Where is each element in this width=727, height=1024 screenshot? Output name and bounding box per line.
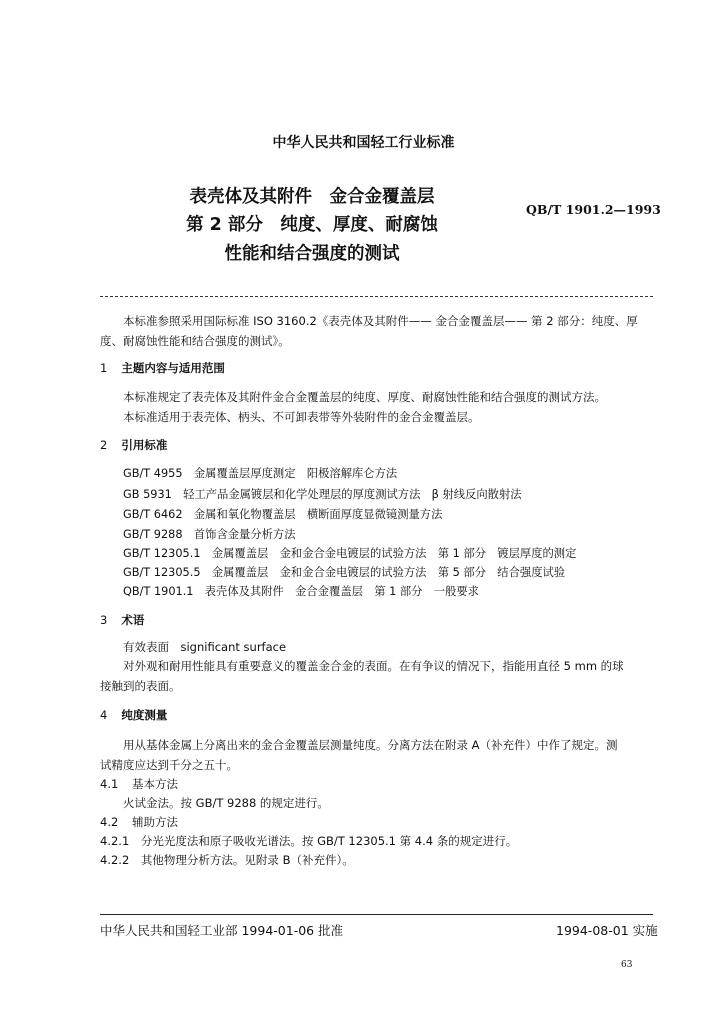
subsection-4-2-number: 4.2 (100, 815, 119, 829)
reference-item: GB/T 12305.1 金属覆盖层 金和金合金电镀层的试验方法 第 1 部分 镀层厚度的测定 (123, 547, 577, 560)
intro-line-2: 度、耐腐蚀性能和结合强度的测试》。 (100, 334, 290, 348)
issuing-body-header: 中华人民共和国轻工行业标准 (272, 135, 455, 151)
section-1-title: 主题内容与适用范围 (121, 361, 225, 375)
title-line-1: 表壳体及其附件 金合金覆盖层 (189, 187, 435, 207)
subsection-4-2-title: 辅助方法 (131, 815, 178, 829)
subsection-4-2-1-number: 4.2.1 (100, 834, 130, 848)
standard-number: QB/T 1901.2—1993 (526, 202, 661, 217)
page-number: 63 (621, 960, 633, 970)
section-4-para-line-2: 试精度应达到千分之五十。 (100, 758, 238, 772)
intro-line-1: 本标准参照采用国际标准 ISO 3160.2《表壳体及其附件—— 金合金覆盖层—— 第 2 部分：纯度、厚 (123, 314, 638, 328)
section-4-heading (100, 707, 167, 723)
title-line-2: 第 2 部分 纯度、厚度、耐腐蚀 (186, 215, 438, 235)
section-2-title: 引用标准 (121, 438, 168, 452)
reference-item: GB/T 6462 金属和氧化物覆盖层 横断面厚度显微镜测量方法 (123, 508, 443, 521)
subsection-4-1-text: 火试金法。按 GB/T 9288 的规定进行。 (123, 796, 329, 810)
reference-item: GB/T 12305.5 金属覆盖层 金和金合金电镀层的试验方法 第 5 部分 结合强度试验 (123, 566, 566, 579)
term-definition-line-1: 对外观和耐用性能具有重要意义的覆盖金合金的表面。在有争议的情况下，指能用直径 5 mm 的球 (123, 659, 624, 673)
subsection-4-1-title: 基本方法 (131, 777, 178, 791)
section-4-number: 4 (100, 708, 108, 722)
section-2-number: 2 (100, 438, 108, 452)
section-1-heading (100, 360, 225, 376)
section-1-para-2: 本标准适用于表壳体、柄头、不可卸表带等外装附件的金合金覆盖层。 (123, 410, 480, 424)
subsection-4-2-2 (100, 850, 354, 870)
reference-item: QB/T 1901.1 表壳体及其附件 金合金覆盖层 第 1 部分 一般要求 (123, 585, 479, 598)
section-3-number: 3 (100, 613, 108, 627)
section-3-heading (100, 612, 144, 628)
implementation-date: 1994-08-01 实施 (556, 923, 658, 938)
section-4-title: 纯度测量 (121, 708, 168, 722)
term-definition-line-2: 接触到的表面。 (100, 679, 181, 693)
reference-item: GB/T 4955 金属覆盖层厚度测定 阳极溶解库仑方法 (123, 467, 398, 480)
header-divider (100, 296, 653, 297)
subsection-4-2-2-text: 其他物理分析方法。见附录 B（补充件）。 (140, 853, 354, 867)
section-1-number: 1 (100, 361, 108, 375)
subsection-4-2-1 (100, 831, 517, 851)
subsection-4-2-2-number: 4.2.2 (100, 853, 130, 867)
subsection-4-1-number: 4.1 (100, 777, 119, 791)
reference-item: GB/T 9288 首饰含金量分析方法 (123, 528, 296, 541)
section-1-para-1: 本标准规定了表壳体及其附件金合金覆盖层的纯度、厚度、耐腐蚀性能和结合强度的测试方法。 (123, 390, 606, 404)
footer-divider (100, 914, 653, 915)
title-line-3: 性能和结合强度的测试 (224, 244, 400, 264)
subsection-4-2-1-text: 分光光度法和原子吸收光谱法。按 GB/T 12305.1 第 4.4 条的规定进行。 (140, 834, 518, 848)
term-entry: 有效表面 significant surface (123, 640, 287, 654)
approval-statement: 中华人民共和国轻工业部 1994-01-06 批准 (100, 923, 344, 938)
section-4-para-line-1: 用从基体金属上分离出来的金合金覆盖层测量纯度。分离方法在附录 A（补充件）中作了规定。测 (123, 738, 618, 752)
subsection-4-2 (100, 812, 178, 832)
section-2-heading (100, 437, 167, 453)
reference-item: GB 5931 轻工产品金属镀层和化学处理层的厚度测试方法 β 射线反向散射法 (123, 488, 522, 501)
subsection-4-1 (100, 774, 178, 794)
section-3-title: 术语 (121, 613, 145, 627)
